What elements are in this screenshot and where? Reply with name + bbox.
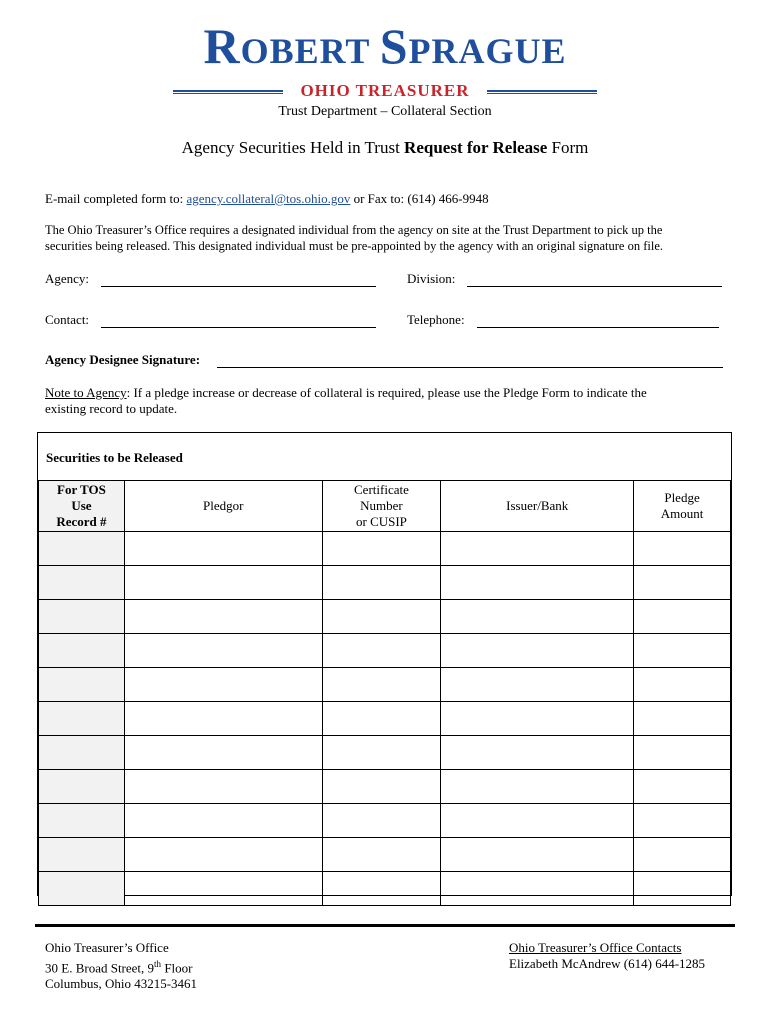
logo-first-rest: OBERT: [240, 31, 370, 71]
form-title-post: Form: [547, 138, 589, 157]
cell-pledgor[interactable]: [124, 668, 322, 702]
contact-label: Contact:: [45, 312, 90, 327]
logo-subtitle-row: [173, 80, 597, 102]
col-4-line-2: Amount: [660, 506, 704, 521]
table-row: [39, 872, 731, 906]
footer-contacts-title: Ohio Treasurer’s Office Contacts: [509, 940, 682, 955]
cell-record[interactable]: [39, 872, 125, 906]
email-prefix: E-mail completed form to:: [45, 191, 187, 206]
cell-issuer-bank[interactable]: [441, 668, 634, 702]
department-line: Trust Department – Collateral Section: [278, 104, 492, 119]
col-2-line-3: or CUSIP: [355, 514, 407, 529]
col-header-certificate: [322, 481, 441, 532]
col-4-line-1: Pledge: [664, 490, 700, 505]
col-0-line-1: For TOS: [57, 482, 106, 497]
cell-pledgor[interactable]: [124, 600, 322, 634]
division-field[interactable]: [467, 286, 722, 287]
note-paragraph: [45, 385, 647, 417]
cell-certificate[interactable]: [322, 770, 441, 804]
cell-certificate[interactable]: [322, 600, 441, 634]
table-row: [39, 838, 731, 872]
cell-issuer-bank[interactable]: [441, 566, 634, 600]
footer-rule: [35, 924, 735, 927]
table-header-row: [39, 481, 731, 532]
cell-issuer-bank[interactable]: [441, 838, 634, 872]
cell-record[interactable]: [39, 804, 125, 838]
cell-record[interactable]: [39, 838, 125, 872]
cell-pledge-amount[interactable]: [634, 600, 731, 634]
form-title-bold: Request for Release: [404, 138, 548, 157]
cell-certificate[interactable]: [322, 634, 441, 668]
cell-certificate[interactable]: [322, 566, 441, 600]
cell-record[interactable]: [39, 770, 125, 804]
footer-street-text: 30 E. Broad Street, 9: [45, 960, 155, 976]
cell-record[interactable]: [39, 702, 125, 736]
table-row: [39, 668, 731, 702]
col-2-line-2: Number: [360, 498, 403, 513]
cell-record[interactable]: [39, 736, 125, 770]
footer-street-sup: th: [154, 959, 162, 969]
logo-last-rest: PRAGUE: [408, 31, 567, 71]
securities-table-title: Securities to be Released: [46, 450, 183, 465]
cell-certificate[interactable]: [322, 702, 441, 736]
agency-label: Agency:: [45, 271, 90, 286]
cell-pledgor[interactable]: [124, 838, 322, 872]
cell-pledge-amount[interactable]: [634, 838, 731, 872]
telephone-field[interactable]: [477, 327, 719, 328]
footer-contacts: [509, 940, 705, 972]
logo-subtitle-text: OHIO TREASURER: [294, 81, 475, 100]
logo-initial-r: R: [203, 18, 241, 74]
treasurer-logo: [0, 18, 770, 75]
email-instruction: [45, 191, 489, 207]
table-row: [39, 770, 731, 804]
cell-pledge-amount[interactable]: [634, 736, 731, 770]
table-row: [39, 736, 731, 770]
securities-table-box: [37, 432, 732, 896]
cell-certificate[interactable]: [322, 736, 441, 770]
cell-pledgor[interactable]: [124, 872, 322, 906]
notice-line-1: The Ohio Treasurer’s Office requires a designated individual from the agency on site at the Trust Department to pick up the: [45, 223, 663, 237]
col-3-line-1: Issuer/Bank: [506, 498, 569, 513]
cell-certificate[interactable]: [322, 804, 441, 838]
note-line-1: : If a pledge increase or decrease of collateral is required, please use the Pledge Form to indicate the: [126, 385, 647, 400]
cell-pledge-amount[interactable]: [634, 634, 731, 668]
col-0-line-2: Use: [71, 498, 92, 513]
cell-record[interactable]: [39, 600, 125, 634]
cell-pledgor[interactable]: [124, 532, 322, 566]
cell-pledge-amount[interactable]: [634, 872, 731, 906]
notice-line-2: securities being released. This designated individual must be pre-appointed by the agency with an original signature on file.: [45, 239, 663, 253]
cell-pledgor[interactable]: [124, 702, 322, 736]
cell-issuer-bank[interactable]: [441, 872, 634, 906]
logo-name: [0, 18, 770, 75]
table-row: [39, 804, 731, 838]
col-header-pledge-amount: [634, 481, 731, 532]
footer-address: [45, 940, 197, 992]
division-label: Division:: [407, 271, 456, 286]
cell-pledgor[interactable]: [124, 770, 322, 804]
cell-pledgor[interactable]: [124, 736, 322, 770]
cell-issuer-bank[interactable]: [441, 532, 634, 566]
col-2-line-1: Certificate: [354, 482, 409, 497]
email-link[interactable]: agency.collateral@tos.ohio.gov: [186, 191, 351, 206]
cell-certificate[interactable]: [322, 872, 441, 906]
notice-paragraph: [45, 222, 663, 254]
cell-issuer-bank[interactable]: [441, 736, 634, 770]
securities-table: [38, 480, 731, 906]
cell-pledge-amount[interactable]: [634, 566, 731, 600]
cell-pledgor[interactable]: [124, 804, 322, 838]
note-line-2: existing record to update.: [45, 401, 178, 416]
agency-field[interactable]: [101, 286, 376, 287]
cell-pledge-amount[interactable]: [634, 532, 731, 566]
col-header-tos-record: [39, 481, 125, 532]
table-row: [39, 634, 731, 668]
cell-pledge-amount[interactable]: [634, 770, 731, 804]
fax-text: or Fax to: (614) 466-9948: [350, 191, 489, 206]
footer-floor: Floor: [161, 960, 193, 976]
cell-issuer-bank[interactable]: [441, 600, 634, 634]
col-header-pledgor: [124, 481, 322, 532]
cell-issuer-bank[interactable]: [441, 804, 634, 838]
cell-pledge-amount[interactable]: [634, 702, 731, 736]
cell-pledgor[interactable]: [124, 566, 322, 600]
contact-field[interactable]: [101, 327, 376, 328]
cell-pledgor[interactable]: [124, 634, 322, 668]
cell-issuer-bank[interactable]: [441, 770, 634, 804]
cell-pledge-amount[interactable]: [634, 804, 731, 838]
footer-city: Columbus, Ohio 43215-3461: [45, 976, 198, 992]
form-title: [0, 138, 770, 158]
table-row: [39, 532, 731, 566]
col-header-issuer-bank: [441, 481, 634, 532]
cell-record[interactable]: [39, 668, 125, 702]
col-0-line-3: Record #: [56, 514, 107, 529]
footer-street: [45, 956, 197, 976]
note-label: Note to Agency: [45, 385, 127, 400]
cell-issuer-bank[interactable]: [441, 702, 634, 736]
signature-label: Agency Designee Signature:: [45, 352, 201, 367]
signature-field[interactable]: [217, 367, 723, 368]
col-1-line-1: Pledgor: [202, 498, 244, 513]
cell-issuer-bank[interactable]: [441, 634, 634, 668]
footer-contact-person: Elizabeth McAndrew (614) 644-1285: [509, 956, 706, 971]
cell-certificate[interactable]: [322, 668, 441, 702]
cell-certificate[interactable]: [322, 838, 441, 872]
cell-record[interactable]: [39, 634, 125, 668]
table-body: [39, 532, 731, 906]
table-row: [39, 702, 731, 736]
cell-pledge-amount[interactable]: [634, 668, 731, 702]
logo-subtitle: [173, 80, 597, 102]
footer-office-name: Ohio Treasurer’s Office: [45, 940, 169, 955]
logo-initial-s: S: [379, 18, 409, 74]
form-title-pre: Agency Securities Held in Trust: [181, 138, 405, 157]
table-row: [39, 566, 731, 600]
telephone-label: Telephone:: [407, 312, 465, 327]
table-row: [39, 600, 731, 634]
cell-certificate[interactable]: [322, 532, 441, 566]
cell-record[interactable]: [39, 532, 125, 566]
cell-record[interactable]: [39, 566, 125, 600]
